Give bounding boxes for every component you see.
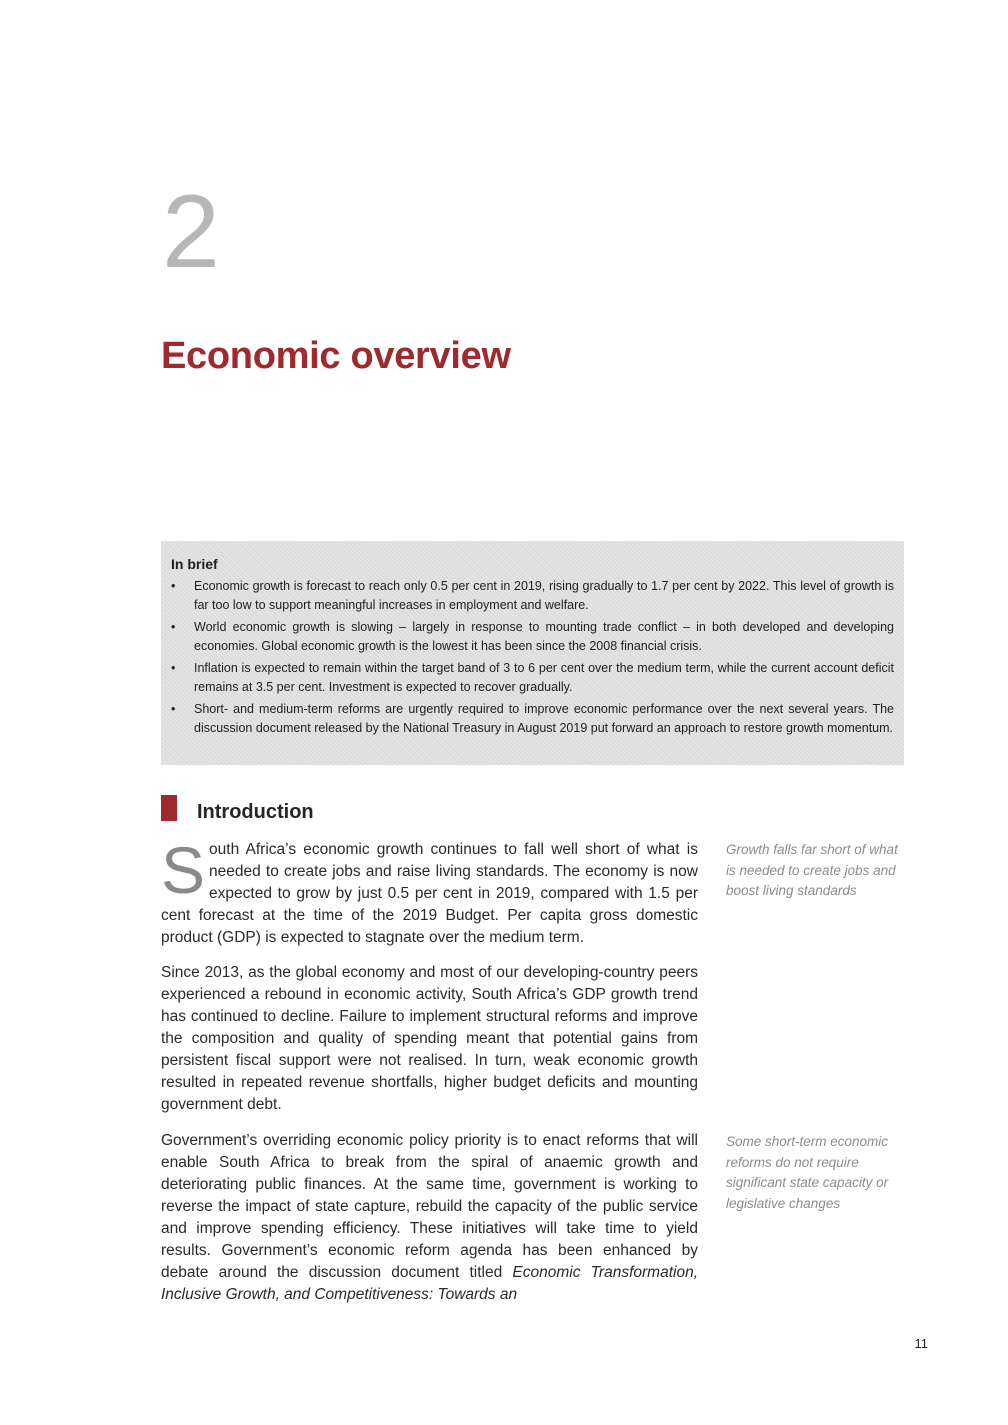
in-brief-item-text: Short- and medium-term reforms are urgently required to improve economic performance over the next several years. The discussion document released by the National Treasury in August 2019 put forward an approach to restore growth momentum. [194, 702, 894, 735]
bullet-icon: • [171, 620, 176, 634]
body-paragraph [161, 962, 698, 1116]
in-brief-title: In brief [171, 556, 218, 572]
margin-note: Growth falls far short of what is needed to create jobs and boost living standards [726, 842, 898, 898]
chapter-number: 2 [162, 174, 220, 290]
chapter-title: Economic overview [161, 335, 511, 377]
in-brief-item-text: Inflation is expected to remain within the target band of 3 to 6 per cent over the medium term, while the current account deficit remains at 3.5 per cent. Investment is expected to recover gradually. [194, 661, 894, 694]
drop-cap: S [161, 833, 206, 907]
body-paragraph [161, 1130, 698, 1306]
section-heading: Introduction [197, 801, 314, 823]
paragraph-text: Government’s overriding economic policy priority is to enact reforms that will enable South Africa to break from the spiral of anaemic growth and deteriorating public finances. At the same time, government is working to reverse the impact of state capture, rebuild the capacity of the public service and improve spending efficiency. These initiatives will take time to yield results. Government’s economic reform agenda has been enhanced by debate around the discussion document titled [161, 1132, 698, 1281]
in-brief-item [171, 700, 894, 738]
bullet-icon: • [171, 579, 176, 593]
in-brief-list [171, 577, 894, 738]
section-marker-bar [161, 795, 177, 821]
in-brief-item [171, 618, 894, 656]
in-brief-item-text: Economic growth is forecast to reach only 0.5 per cent in 2019, rising gradually to 1.7 per cent by 2022. This level of growth is far too low to support meaningful increases in employment and welfare. [194, 579, 894, 612]
in-brief-item [171, 659, 894, 697]
paragraph-text: outh Africa’s economic growth continues to fall well short of what is needed to create jobs and raise living standards. The economy is now expected to grow by just 0.5 per cent in 2019, compared with 1.5 per cent forecast at the time of the 2019 Budget. Per capita gross domestic product (GDP) is expected to stagnate over the medium term. [161, 841, 698, 946]
bullet-icon: • [171, 702, 176, 716]
body-paragraph [161, 833, 698, 949]
paragraph-text: Since 2013, as the global economy and most of our developing-country peers experienced a rebound in economic activity, South Africa’s GDP growth trend has continued to decline. Failure to implement structural reforms and improve the composition and quality of spending meant that potential gains from persistent fiscal support were not realised. In turn, weak economic growth resulted in repeated revenue shortfalls, higher budget deficits and mounting government debt. [161, 964, 698, 1113]
document-title-italic: Economic Transformation, Inclusive Growth, and Competitiveness: Towards an [161, 1264, 698, 1303]
in-brief-item-text: World economic growth is slowing – largely in response to mounting trade conflict – in both developed and developing economies. Global economic growth is the lowest it has been since the 2008 financial crisis. [194, 620, 894, 653]
bullet-icon: • [171, 661, 176, 675]
in-brief-item [171, 577, 894, 615]
page-number: 11 [914, 1336, 928, 1351]
in-brief-box [161, 541, 904, 765]
margin-note: Some short-term economic reforms do not require significant state capacity or legislative changes [726, 1134, 889, 1211]
